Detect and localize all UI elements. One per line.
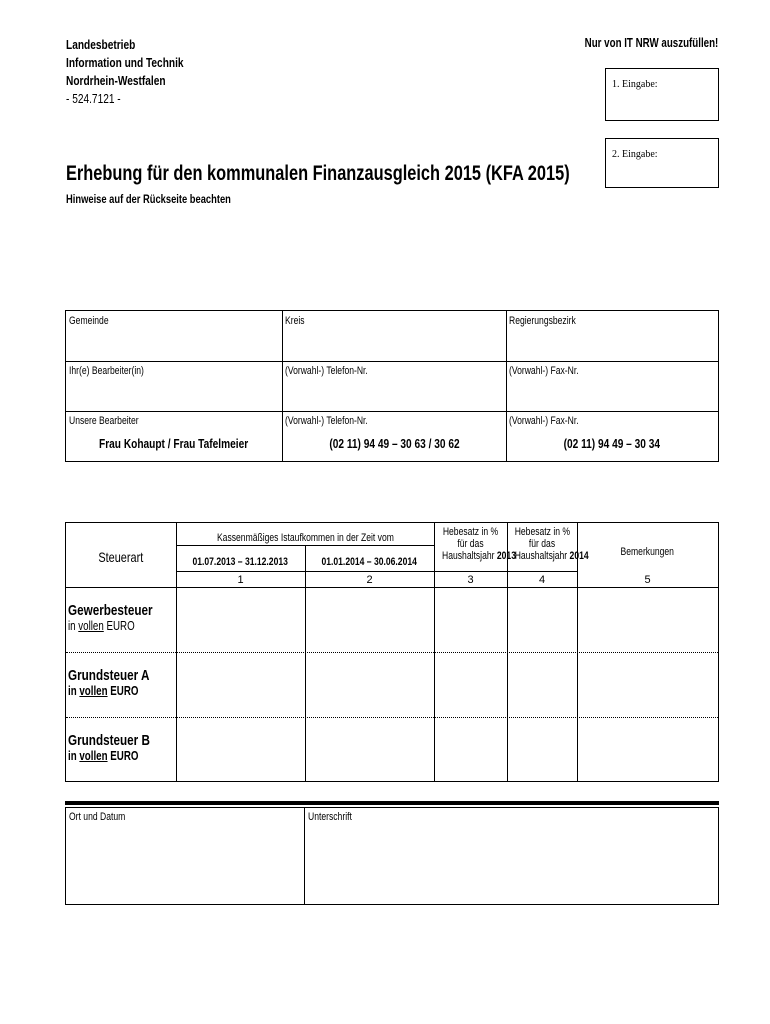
unsere-bearbeiter-label: Unsere Bearbeiter	[69, 415, 139, 427]
col-divider	[304, 808, 305, 904]
bearbeiter-field[interactable]: Ihr(e) Bearbeiter(in)	[69, 365, 144, 377]
sender-line-2: Information und Technik	[66, 55, 184, 70]
it-only-note: Nur von IT NRW auszufüllen!	[584, 36, 718, 50]
col-number: 3	[467, 574, 474, 586]
gewerbesteuer-bemerkungen-cell[interactable]	[578, 588, 718, 652]
sender-block	[66, 36, 217, 108]
row-divider	[176, 571, 577, 572]
signature-table	[65, 807, 719, 905]
grundsteuer-a-bemerkungen-cell[interactable]	[578, 653, 718, 717]
gewerbesteuer-label: Gewerbesteuer	[68, 602, 153, 619]
grundsteuer-b-period2-cell[interactable]	[306, 718, 434, 781]
page-title: Erhebung für den kommunalen Finanzausgleich 2015 (KFA 2015)	[66, 162, 570, 185]
gewerbesteuer-period2-cell[interactable]	[306, 588, 434, 652]
gewerbesteuer-hebesatz2013-cell[interactable]	[435, 588, 507, 652]
ort-datum-field[interactable]: Ort und Datum	[69, 811, 126, 823]
grundsteuer-b-hebesatz2013-cell[interactable]	[435, 718, 507, 781]
col-number: 4	[538, 574, 546, 586]
sender-line-1: Landesbetrieb	[66, 37, 136, 52]
contact-info-table	[65, 310, 719, 462]
kreis-field[interactable]: Kreis	[285, 315, 305, 327]
form-code: - 524.7121 -	[66, 91, 121, 106]
grundsteuer-b-label: Grundsteuer B	[68, 732, 150, 749]
hebesatz-2014-header: Hebesatz in % für das Haushaltsjahr 2014	[514, 526, 589, 562]
gemeinde-field[interactable]: Gemeinde	[69, 315, 109, 327]
second-entry-box[interactable]	[605, 138, 719, 188]
grundsteuer-a-hebesatz2014-cell[interactable]	[508, 653, 577, 717]
unsere-fax-label: (Vorwahl-) Fax-Nr.	[509, 415, 579, 427]
hebesatz-2013-header: Hebesatz in % für das Haushaltsjahr 2013	[442, 526, 516, 562]
bemerkungen-header: Bemerkungen	[620, 546, 675, 558]
col-number: 5	[644, 574, 651, 586]
grundsteuer-a-unit: in vollen EURO	[68, 684, 139, 698]
kassen-header: Kassenmäßiges Istaufkommen in der Zeit vom	[216, 532, 394, 544]
grundsteuer-a-period1-cell[interactable]	[177, 653, 305, 717]
unsere-bearbeiter-value: Frau Kohaupt / Frau Tafelmeier	[99, 436, 249, 451]
row-divider	[66, 361, 718, 362]
sender-line-3: Nordrhein-Westfalen	[66, 73, 166, 88]
unsere-fax-value: (02 11) 94 49 – 30 34	[563, 436, 661, 451]
period-2-header: 01.01.2014 – 30.06.2014	[321, 556, 418, 568]
first-entry-box[interactable]	[605, 68, 719, 121]
gewerbesteuer-period1-cell[interactable]	[177, 588, 305, 652]
telefon-field[interactable]: (Vorwahl-) Telefon-Nr.	[285, 365, 368, 377]
table-row	[68, 732, 173, 763]
gewerbesteuer-hebesatz2014-cell[interactable]	[508, 588, 577, 652]
unsere-telefon-value: (02 11) 94 49 – 30 63 / 30 62	[328, 436, 460, 451]
unsere-telefon-label: (Vorwahl-) Telefon-Nr.	[285, 415, 368, 427]
regierungsbezirk-field[interactable]: Regierungsbezirk	[509, 315, 576, 327]
unterschrift-field[interactable]: Unterschrift	[308, 811, 352, 823]
grundsteuer-a-period2-cell[interactable]	[306, 653, 434, 717]
second-entry-label: 2. Eingabe:	[612, 149, 658, 160]
grundsteuer-b-unit: in vollen EURO	[68, 749, 139, 763]
period-1-header: 01.07.2013 – 31.12.2013	[192, 556, 289, 568]
grundsteuer-a-label: Grundsteuer A	[68, 667, 150, 684]
steuerart-header: Steuerart	[98, 549, 144, 565]
grundsteuer-a-hebesatz2013-cell[interactable]	[435, 653, 507, 717]
gewerbesteuer-unit: in vollen EURO	[68, 619, 135, 633]
tax-table	[65, 522, 719, 782]
col-number: 1	[237, 574, 244, 586]
table-row	[68, 602, 176, 633]
fax-field[interactable]: (Vorwahl-) Fax-Nr.	[509, 365, 579, 377]
first-entry-label: 1. Eingabe:	[612, 79, 658, 90]
grundsteuer-b-hebesatz2014-cell[interactable]	[508, 718, 577, 781]
row-divider	[66, 411, 718, 412]
table-row	[68, 667, 172, 698]
signature-divider-bar	[65, 801, 719, 805]
grundsteuer-b-period1-cell[interactable]	[177, 718, 305, 781]
col-number: 2	[366, 574, 373, 586]
grundsteuer-b-bemerkungen-cell[interactable]	[578, 718, 718, 781]
page-subtitle: Hinweise auf der Rückseite beachten	[66, 192, 231, 206]
